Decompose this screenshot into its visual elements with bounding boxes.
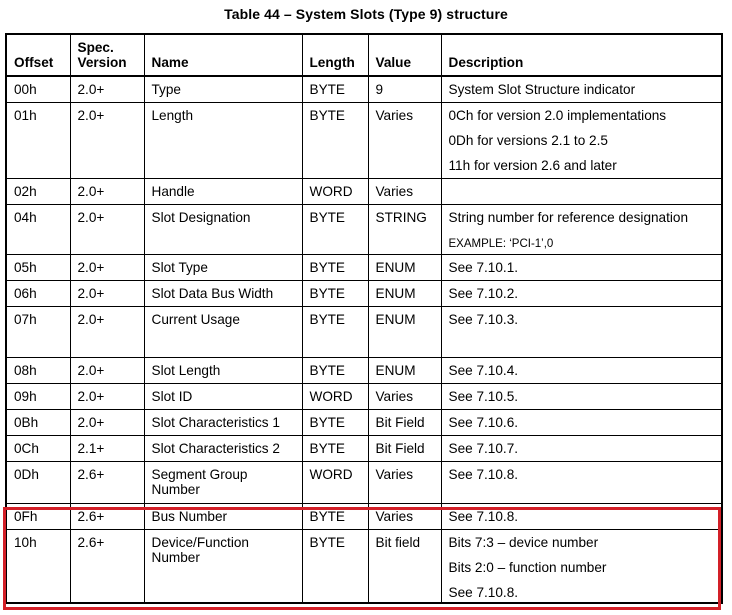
cell-description	[441, 503, 722, 529]
table-title: Table 44 – System Slots (Type 9) structure	[224, 6, 508, 22]
description-line: See 7.10.7.	[448, 440, 519, 456]
cell-length: WORD	[302, 383, 368, 409]
description-line: See 7.10.5.	[448, 388, 519, 404]
cell-length: BYTE	[302, 254, 368, 280]
cell-spec-version: 2.0+	[70, 383, 144, 409]
table-row	[6, 204, 722, 254]
cell-description	[441, 178, 722, 204]
cell-offset: 0Fh	[6, 503, 70, 529]
cell-spec-version: 2.6+	[70, 461, 144, 503]
header-offset: Offset	[6, 34, 70, 76]
table-row	[6, 280, 722, 306]
cell-name: Slot ID	[144, 383, 302, 409]
header-description: Description	[441, 34, 722, 76]
cell-name: Device/Function Number	[144, 529, 302, 603]
table-row	[6, 254, 722, 280]
header-name: Name	[144, 34, 302, 76]
description-line: See 7.10.8.	[448, 466, 519, 482]
cell-name: Slot Designation	[144, 204, 302, 254]
header-length: Length	[302, 34, 368, 76]
table-row	[6, 383, 722, 409]
cell-length: BYTE	[302, 357, 368, 383]
header-value: Value	[368, 34, 441, 76]
cell-spec-version: 2.0+	[70, 178, 144, 204]
description-line: See 7.10.2.	[448, 285, 519, 301]
cell-name: Segment Group Number	[144, 461, 302, 503]
cell-name: Current Usage	[144, 306, 302, 357]
description-line: 11h for version 2.6 and later	[448, 157, 617, 173]
description-line: String number for reference designation	[448, 209, 689, 225]
table-row	[6, 435, 722, 461]
description-line: 0Ch for version 2.0 implementations	[448, 107, 667, 123]
cell-value: ENUM	[368, 254, 441, 280]
table-row	[6, 102, 722, 178]
cell-length: BYTE	[302, 204, 368, 254]
description-line: See 7.10.1.	[448, 259, 519, 275]
description-line: See 7.10.8.	[448, 508, 519, 524]
cell-length: BYTE	[302, 306, 368, 357]
cell-value: Varies	[368, 461, 441, 503]
cell-offset: 09h	[6, 383, 70, 409]
cell-offset: 02h	[6, 178, 70, 204]
cell-value: Varies	[368, 503, 441, 529]
cell-length: BYTE	[302, 529, 368, 603]
cell-value: Bit field	[368, 529, 441, 603]
cell-name: Length	[144, 102, 302, 178]
system-slots-table	[5, 33, 723, 604]
cell-description	[441, 76, 722, 102]
cell-name: Slot Characteristics 1	[144, 409, 302, 435]
cell-spec-version: 2.0+	[70, 357, 144, 383]
cell-spec-version: 2.0+	[70, 204, 144, 254]
header-spec-version	[70, 34, 144, 76]
header-row	[6, 34, 722, 76]
cell-name: Slot Data Bus Width	[144, 280, 302, 306]
cell-description	[441, 306, 722, 357]
cell-offset: 05h	[6, 254, 70, 280]
cell-length: BYTE	[302, 435, 368, 461]
cell-offset: 0Ch	[6, 435, 70, 461]
description-line: System Slot Structure indicator	[448, 82, 636, 97]
cell-spec-version: 2.6+	[70, 503, 144, 529]
description-line: See 7.10.6.	[448, 414, 519, 430]
cell-value: STRING	[368, 204, 441, 254]
table-row	[6, 461, 722, 503]
cell-description	[441, 461, 722, 503]
cell-description	[441, 529, 722, 603]
cell-spec-version: 2.0+	[70, 102, 144, 178]
cell-description	[441, 383, 722, 409]
cell-length: BYTE	[302, 503, 368, 529]
cell-name: Type	[144, 76, 302, 102]
cell-spec-version: 2.0+	[70, 409, 144, 435]
cell-value: Varies	[368, 178, 441, 204]
table-row	[6, 357, 722, 383]
description-example: EXAMPLE: ‘PCI-1’,0	[448, 237, 554, 250]
header-spec-line1: Spec.	[77, 40, 114, 55]
cell-description	[441, 102, 722, 178]
cell-spec-version: 2.6+	[70, 529, 144, 603]
table-row	[6, 409, 722, 435]
cell-name: Slot Characteristics 2	[144, 435, 302, 461]
cell-length: BYTE	[302, 409, 368, 435]
cell-value: ENUM	[368, 306, 441, 357]
header-spec-line2: Version	[77, 55, 127, 70]
cell-length: BYTE	[302, 102, 368, 178]
cell-value: Bit Field	[368, 409, 441, 435]
cell-value: ENUM	[368, 280, 441, 306]
cell-length: WORD	[302, 178, 368, 204]
cell-name: Handle	[144, 178, 302, 204]
table-row	[6, 306, 722, 357]
cell-spec-version: 2.0+	[70, 280, 144, 306]
cell-description	[441, 435, 722, 461]
cell-name: Bus Number	[144, 503, 302, 529]
cell-name: Slot Type	[144, 254, 302, 280]
description-line: Bits 7:3 – device number	[448, 534, 599, 550]
cell-description	[441, 409, 722, 435]
table-row	[6, 529, 722, 603]
cell-value: ENUM	[368, 357, 441, 383]
cell-spec-version: 2.1+	[70, 435, 144, 461]
cell-description	[441, 204, 722, 254]
table-body	[6, 76, 722, 603]
cell-offset: 04h	[6, 204, 70, 254]
cell-offset: 07h	[6, 306, 70, 357]
cell-offset: 08h	[6, 357, 70, 383]
cell-offset: 01h	[6, 102, 70, 178]
cell-offset: 10h	[6, 529, 70, 603]
cell-description	[441, 254, 722, 280]
cell-value: Bit Field	[368, 435, 441, 461]
description-line: 0Dh for versions 2.1 to 2.5	[448, 132, 608, 148]
cell-length: BYTE	[302, 280, 368, 306]
cell-value: Varies	[368, 383, 441, 409]
cell-spec-version: 2.0+	[70, 254, 144, 280]
cell-length: WORD	[302, 461, 368, 503]
cell-description	[441, 280, 722, 306]
cell-offset: 0Bh	[6, 409, 70, 435]
cell-spec-version: 2.0+	[70, 306, 144, 357]
description-line: See 7.10.4.	[448, 362, 519, 378]
table-row	[6, 503, 722, 529]
cell-offset: 06h	[6, 280, 70, 306]
cell-length: BYTE	[302, 76, 368, 102]
table-row	[6, 178, 722, 204]
description-line: Bits 2:0 – function number	[448, 559, 607, 575]
cell-description	[441, 357, 722, 383]
table-row	[6, 76, 722, 102]
cell-offset: 0Dh	[6, 461, 70, 503]
cell-value: Varies	[368, 102, 441, 178]
description-line: See 7.10.8.	[448, 584, 519, 600]
cell-offset: 00h	[6, 76, 70, 102]
description-line: See 7.10.3.	[448, 311, 519, 327]
cell-spec-version: 2.0+	[70, 76, 144, 102]
cell-value: 9	[368, 76, 441, 102]
cell-name: Slot Length	[144, 357, 302, 383]
